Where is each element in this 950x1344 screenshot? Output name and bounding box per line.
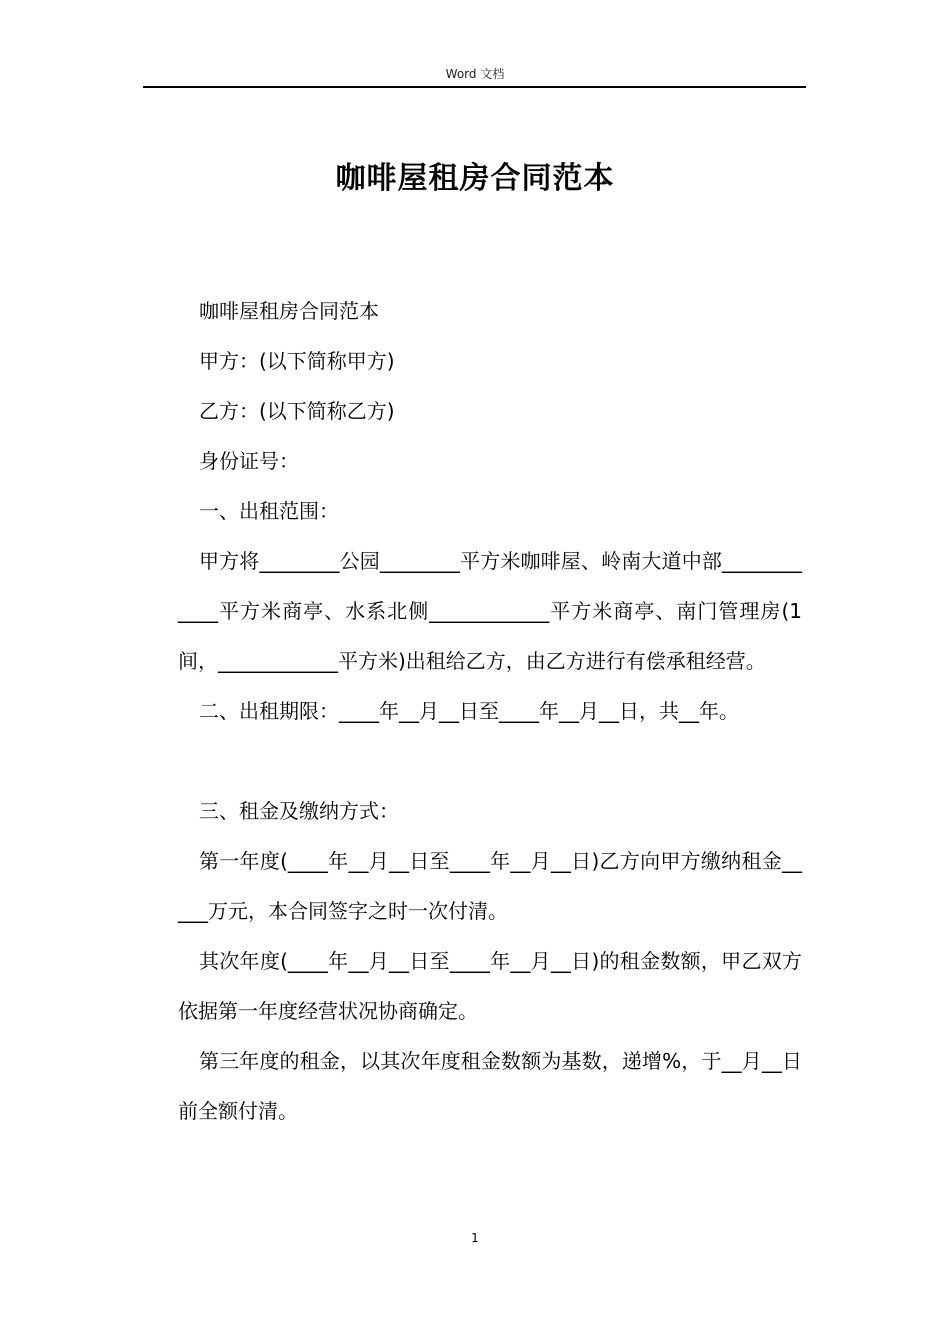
paragraph-section-2: 二、出租期限：____年__月__日至____年__月__日，共__年。 [199, 699, 739, 723]
paragraph-id-number: 身份证号： [199, 449, 299, 473]
page-header: Word 文档 [445, 67, 505, 81]
paragraph-section-3-title: 三、租金及缴纳方式： [199, 799, 399, 823]
paragraph-section-1-title: 一、出租范围： [199, 499, 339, 523]
paragraph-first-year-rent: 第一年度(____年__月__日至____年__月__日)乙方向甲方缴纳租金_____万元，本合同签字之时一次付清。 [178, 849, 802, 923]
header-divider [143, 86, 806, 88]
blank-line [178, 736, 802, 786]
paragraph-party-a: 甲方：(以下简称甲方) [199, 349, 395, 373]
paragraph-second-year-rent: 其次年度(____年__月__日至____年__月__日)的租金数额，甲乙双方依据第一年度经营状况协商确定。 [178, 949, 802, 1023]
paragraph-third-year-rent: 第三年度的租金，以其次年度租金数额为基数，递增%，于__月__日前全额付清。 [178, 1049, 802, 1123]
paragraph-party-b: 乙方：(以下简称乙方) [199, 399, 395, 423]
document-body [178, 286, 802, 1136]
paragraph-heading: 咖啡屋租房合同范本 [199, 299, 379, 323]
page-number: 1 [471, 1231, 479, 1245]
paragraph-section-1-body: 甲方将________公园________平方米咖啡屋、岭南大道中部____________平方米商亭、水系北侧____________平方米商亭、南门管理房(1间，____________平方米)出租给乙方，由乙方进行有偿承租经营。 [178, 549, 802, 673]
document-title: 咖啡屋租房合同范本 [335, 161, 615, 196]
